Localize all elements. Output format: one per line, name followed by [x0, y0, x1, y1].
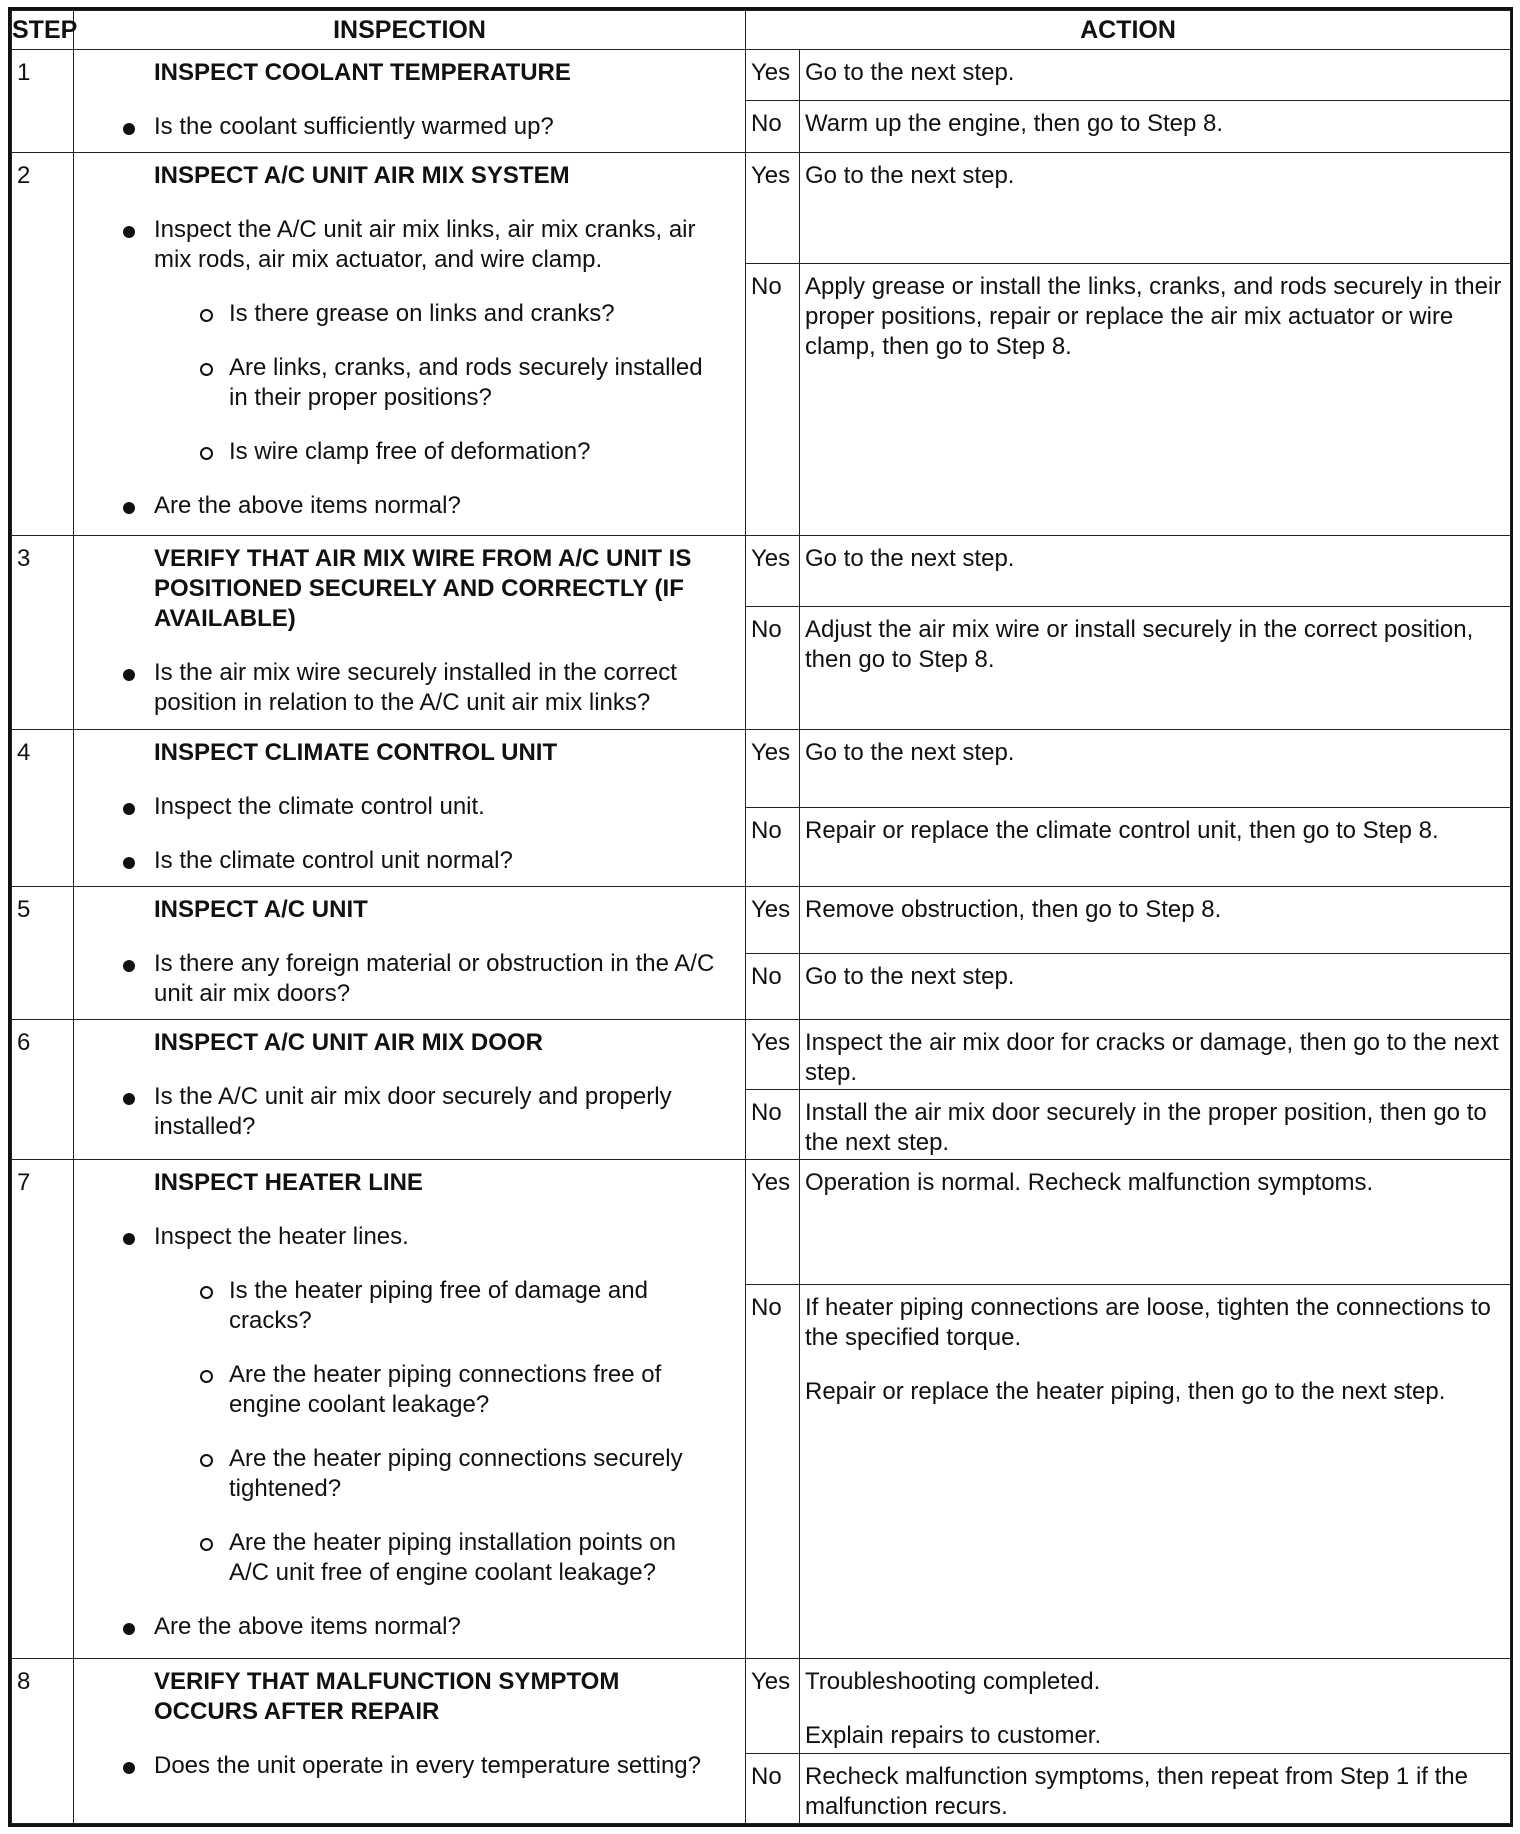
check-item: Is the A/C unit air mix door securely and properly installed?	[74, 1082, 719, 1142]
no-action-cell	[800, 807, 1511, 886]
no-action-cell	[800, 607, 1511, 730]
no-action-cell	[800, 1285, 1511, 1659]
sub-check-item: Is the heater piping free of damage and cracks?	[74, 1276, 719, 1336]
table-row	[12, 152, 1511, 264]
no-label: No	[746, 953, 800, 1020]
inspection-title: INSPECT A/C UNIT AIR MIX SYSTEM	[154, 161, 570, 189]
inspection-cell	[74, 887, 746, 1020]
action-text: Go to the next step.	[805, 59, 1015, 86]
no-label: No	[746, 1753, 800, 1823]
troubleshooting-table	[8, 7, 1513, 1827]
no-label: No	[746, 264, 800, 535]
yes-label: Yes	[746, 1020, 800, 1090]
table-row	[12, 535, 1511, 607]
header-inspection: INSPECTION	[74, 11, 746, 50]
inspection-cell	[74, 729, 746, 886]
inspection-title: INSPECT A/C UNIT AIR MIX DOOR	[154, 1029, 543, 1057]
inspection-title: INSPECT CLIMATE CONTROL UNIT	[154, 738, 558, 766]
action-text: Operation is normal. Recheck malfunction symptoms.	[805, 1169, 1374, 1197]
check-item: Is the coolant sufficiently warmed up?	[74, 112, 719, 142]
check-item: Does the unit operate in every temperature setting?	[74, 1751, 719, 1781]
sub-check-item: Is wire clamp free of deformation?	[74, 437, 719, 467]
inspection-title: INSPECT A/C UNIT	[154, 896, 368, 924]
yes-action-cell	[800, 50, 1511, 101]
check-item: Inspect the climate control unit.	[74, 792, 719, 822]
table-row	[12, 887, 1511, 954]
no-label: No	[746, 1285, 800, 1659]
step-number: 3	[12, 535, 74, 729]
sub-check-item: Are links, cranks, and rods securely installed in their proper positions?	[74, 353, 719, 413]
table-row	[12, 1659, 1511, 1753]
action-text: Repair or replace the heater piping, then go to the next step.	[805, 1378, 1446, 1406]
check-item: Is the air mix wire securely installed in the correct position in relation to the A/C unit air mix links?	[74, 658, 719, 718]
yes-label: Yes	[746, 50, 800, 101]
action-text: Remove obstruction, then go to Step 8.	[805, 896, 1222, 924]
yes-label: Yes	[746, 1659, 800, 1753]
no-action-cell	[800, 101, 1511, 152]
step-number: 4	[12, 729, 74, 886]
step-number: 7	[12, 1160, 74, 1659]
no-label: No	[746, 101, 800, 152]
inspection-title: VERIFY THAT MALFUNCTION SYMPTOM OCCURS AFTER REPAIR	[154, 1668, 620, 1726]
header-action: ACTION	[746, 11, 1511, 50]
action-text: Recheck malfunction symptoms, then repeat from Step 1 if the malfunction recurs.	[805, 1762, 1468, 1820]
action-text: Repair or replace the climate control unit, then go to Step 8.	[805, 816, 1439, 844]
inspection-cell	[74, 1020, 746, 1160]
action-text: Go to the next step.	[805, 161, 1015, 189]
yes-action-cell	[800, 1160, 1511, 1285]
sub-check-item: Is there grease on links and cranks?	[74, 299, 719, 329]
inspection-cell	[74, 50, 746, 153]
step-number: 1	[12, 50, 74, 153]
yes-label: Yes	[746, 887, 800, 954]
no-action-cell	[800, 264, 1511, 535]
action-text: If heater piping connections are loose, tighten the connections to the specified torque.	[805, 1294, 1491, 1352]
sub-check-item: Are the heater piping installation points on A/C unit free of engine coolant leakage?	[74, 1528, 719, 1588]
action-text: Install the air mix door securely in the proper position, then go to the next step.	[805, 1099, 1487, 1157]
check-item: Inspect the heater lines.	[74, 1222, 719, 1252]
procedure-table	[11, 10, 1511, 1824]
no-label: No	[746, 807, 800, 886]
step-number: 2	[12, 152, 74, 535]
yes-action-cell	[800, 887, 1511, 954]
yes-action-cell	[800, 1020, 1511, 1090]
header-row	[12, 11, 1511, 50]
no-action-cell	[800, 953, 1511, 1020]
step-number: 6	[12, 1020, 74, 1160]
yes-action-cell	[800, 535, 1511, 607]
table-body	[12, 50, 1511, 1824]
no-label: No	[746, 1090, 800, 1160]
inspection-cell	[74, 535, 746, 729]
inspection-cell	[74, 152, 746, 535]
action-text: Apply grease or install the links, cranks, and rods securely in their proper positions, repair or replace the air mix actuator or wire clamp, then go to Step 8.	[805, 273, 1502, 361]
action-text: Go to the next step.	[805, 544, 1015, 572]
step-number: 5	[12, 887, 74, 1020]
table-row	[12, 1020, 1511, 1090]
inspection-cell	[74, 1160, 746, 1659]
sub-check-item: Are the heater piping connections securely tightened?	[74, 1444, 719, 1504]
check-item: Is there any foreign material or obstruction in the A/C unit air mix doors?	[74, 949, 719, 1009]
yes-label: Yes	[746, 152, 800, 264]
check-item: Inspect the A/C unit air mix links, air mix cranks, air mix rods, air mix actuator, and wire clamp.	[74, 215, 719, 275]
yes-label: Yes	[746, 1160, 800, 1285]
yes-action-cell	[800, 152, 1511, 264]
table-row	[12, 729, 1511, 807]
yes-label: Yes	[746, 729, 800, 807]
yes-label: Yes	[746, 535, 800, 607]
header-step: STEP	[12, 11, 74, 50]
inspection-cell	[74, 1659, 746, 1824]
table-row	[12, 50, 1511, 101]
yes-action-cell	[800, 1659, 1511, 1753]
inspection-title: VERIFY THAT AIR MIX WIRE FROM A/C UNIT IS POSITIONED SECURELY AND CORRECTLY (IF AVAILABLE)	[154, 544, 692, 632]
yes-action-cell	[800, 729, 1511, 807]
check-item: Is the climate control unit normal?	[74, 846, 719, 876]
action-text: Inspect the air mix door for cracks or damage, then go to the next step.	[805, 1029, 1499, 1087]
action-text: Explain repairs to customer.	[805, 1722, 1102, 1750]
sub-check-item: Are the heater piping connections free of engine coolant leakage?	[74, 1360, 719, 1420]
step-number: 8	[12, 1659, 74, 1824]
no-action-cell	[800, 1753, 1511, 1823]
action-text: Adjust the air mix wire or install securely in the correct position, then go to Step 8.	[805, 616, 1474, 674]
table-row	[12, 1160, 1511, 1285]
inspection-title: INSPECT HEATER LINE	[154, 1169, 423, 1197]
action-text: Warm up the engine, then go to Step 8.	[805, 110, 1224, 138]
check-item: Are the above items normal?	[74, 491, 719, 521]
no-action-cell	[800, 1090, 1511, 1160]
no-label: No	[746, 607, 800, 730]
check-item: Are the above items normal?	[74, 1612, 719, 1642]
action-text: Go to the next step.	[805, 962, 1015, 990]
inspection-title: INSPECT COOLANT TEMPERATURE	[154, 59, 571, 86]
action-text: Troubleshooting completed.	[805, 1668, 1101, 1696]
action-text: Go to the next step.	[805, 738, 1015, 766]
